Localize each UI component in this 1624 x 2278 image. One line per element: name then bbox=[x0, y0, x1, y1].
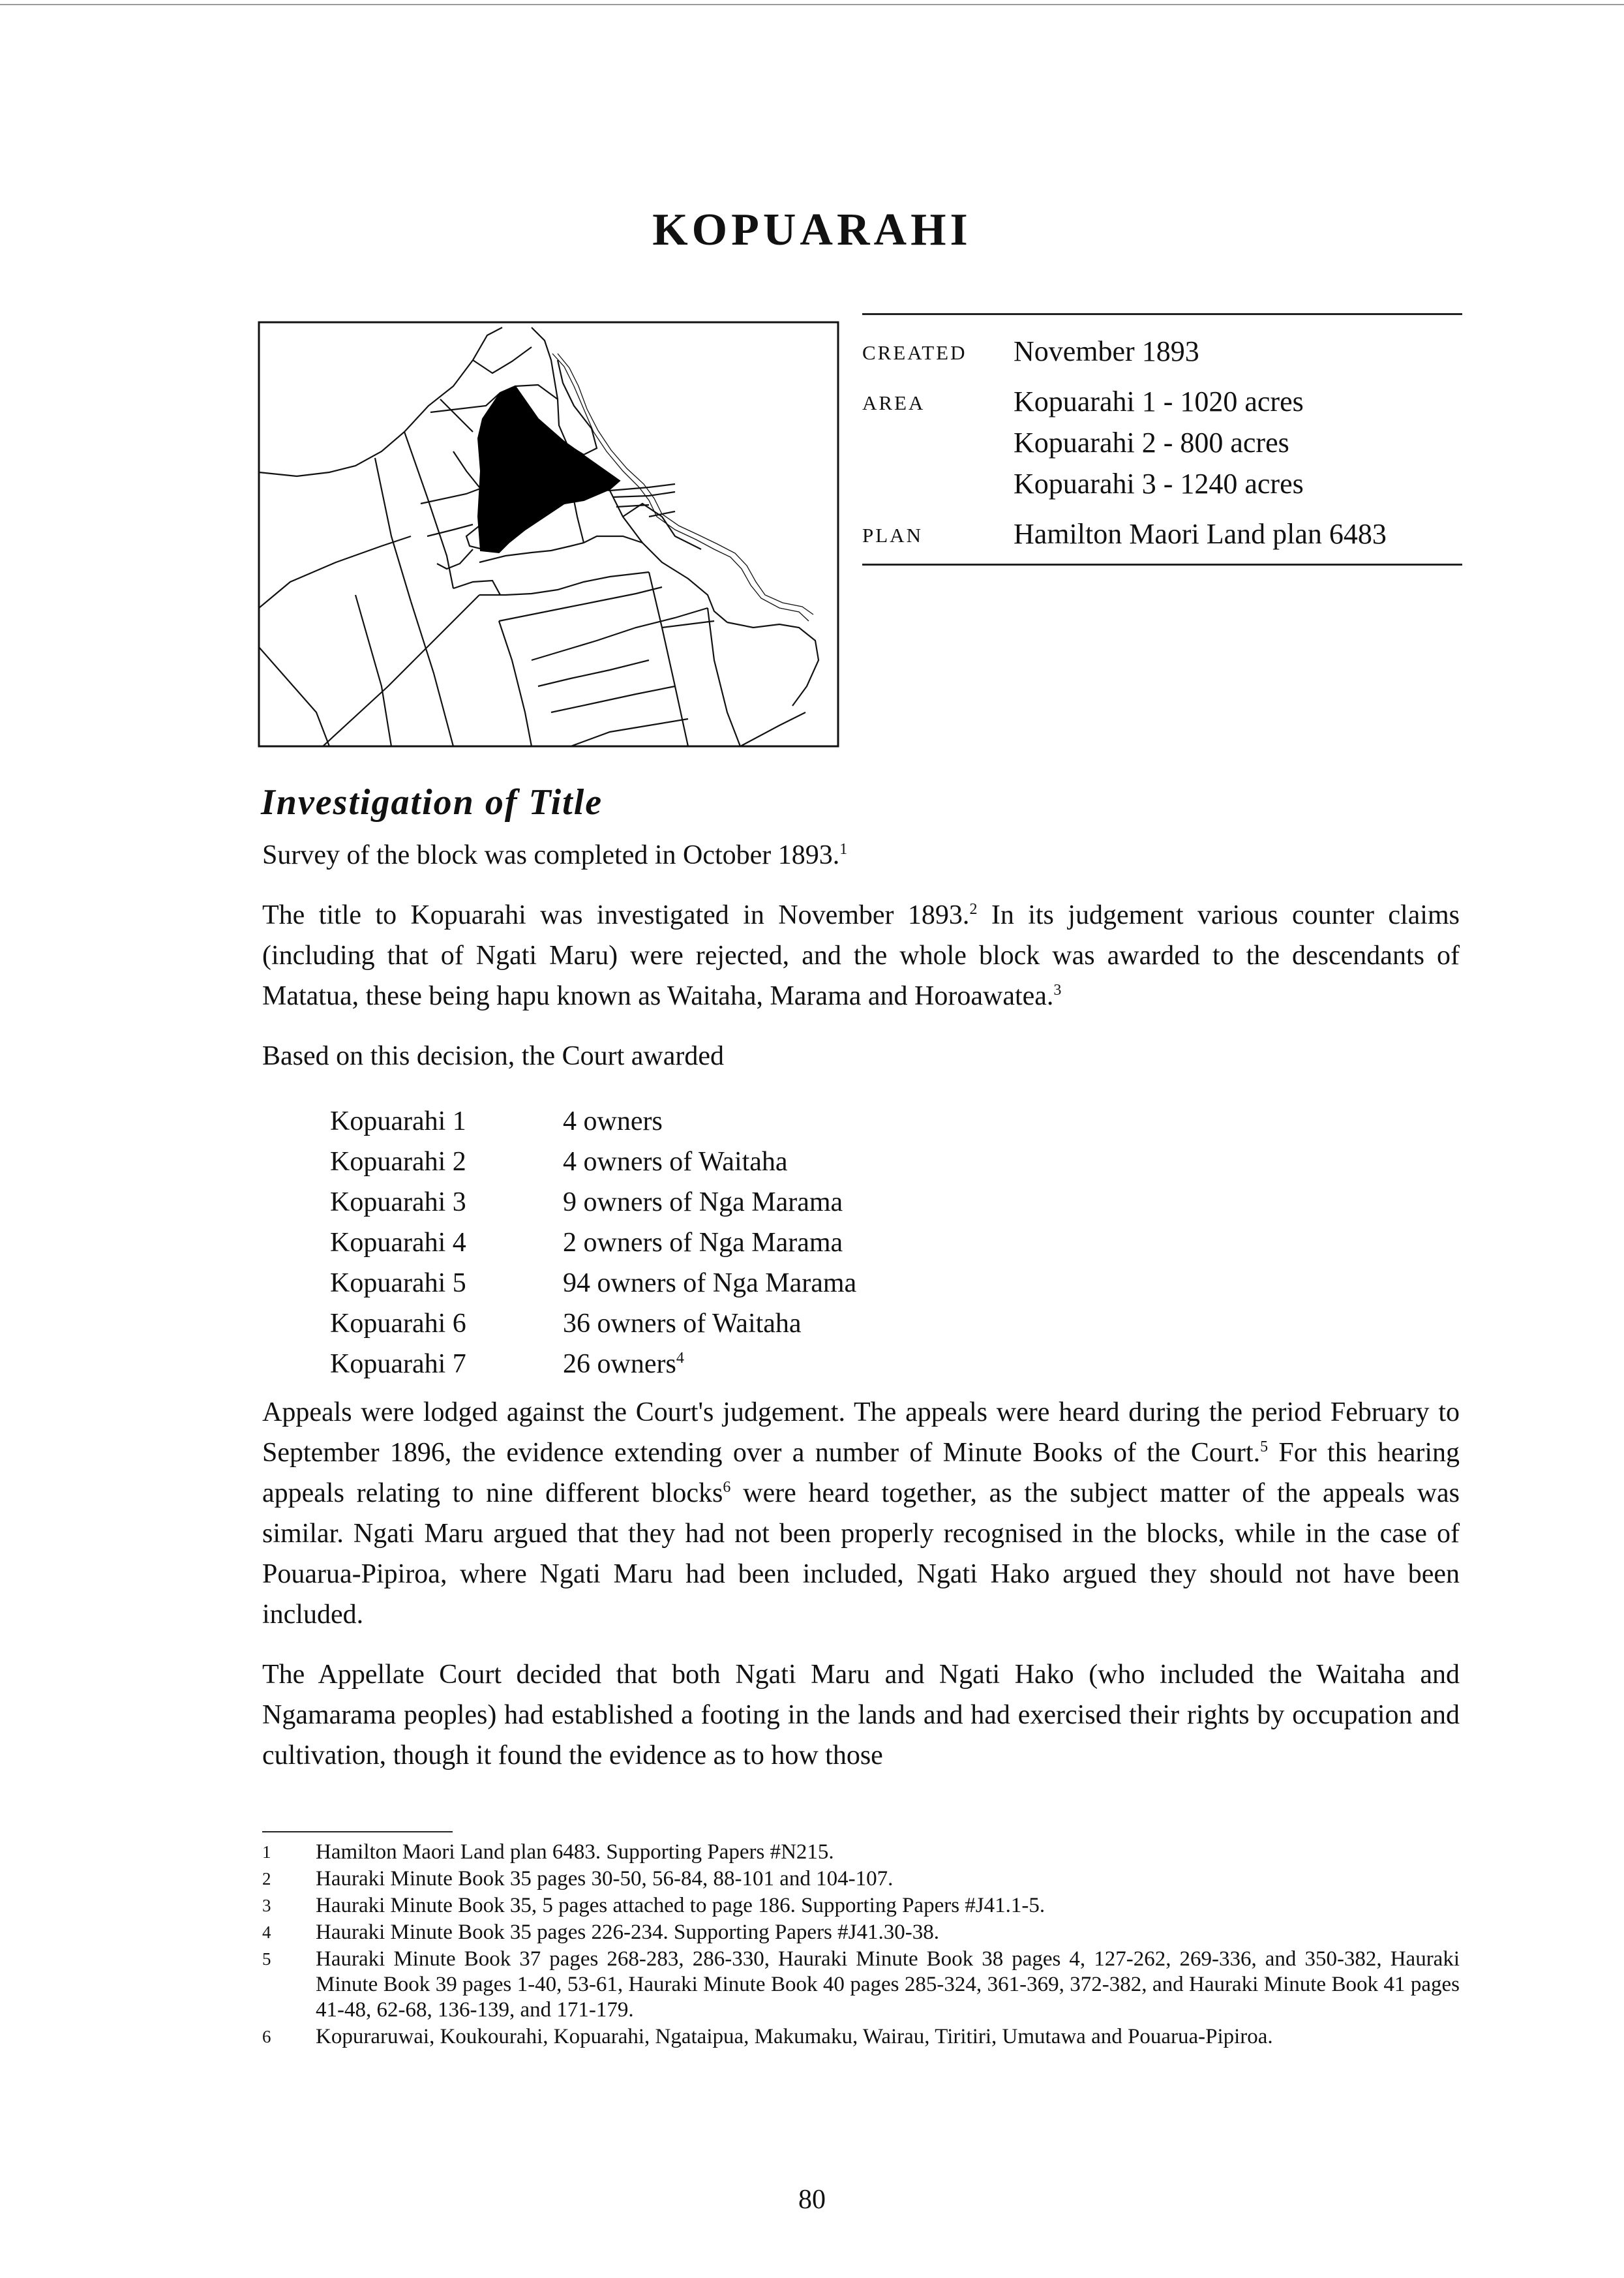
paragraph-investigation-text-a: The title to Kopuarahi was investigated in November 1893. bbox=[262, 900, 970, 930]
top-scan-line bbox=[0, 4, 1624, 5]
footnote bbox=[262, 1893, 1460, 1919]
paragraph-survey-text: Survey of the block was completed in October 1893. bbox=[262, 840, 840, 870]
footnote-ref-6: 6 bbox=[723, 1479, 731, 1496]
footnote-text: Kopuraruwai, Koukourahi, Kopuarahi, Ngataipua, Makumaku, Wairau, Tiritiri, Umutawa and Pouarua-Pipiroa. bbox=[316, 2025, 1273, 2048]
plan-value: Hamilton Maori Land plan 6483 bbox=[1014, 518, 1387, 550]
footnote-number: 2 bbox=[262, 1869, 271, 1889]
area-value-2: Kopuarahi 2 - 800 acres bbox=[1014, 427, 1289, 459]
award-owners: 9 owners of Nga Marama bbox=[563, 1187, 843, 1217]
footnote-number: 1 bbox=[262, 1842, 271, 1862]
footnote bbox=[262, 1947, 1460, 2023]
footnote-number: 4 bbox=[262, 1922, 271, 1942]
award-block-name: Kopuarahi 4 bbox=[330, 1228, 466, 1258]
area-label: AREA bbox=[862, 391, 925, 414]
footnote-ref-1: 1 bbox=[839, 841, 848, 858]
footnote bbox=[262, 2024, 1460, 2050]
award-row bbox=[330, 1344, 856, 1384]
award-row bbox=[330, 1101, 856, 1142]
footnote-number: 3 bbox=[262, 1896, 271, 1915]
award-block-name: Kopuarahi 1 bbox=[330, 1106, 466, 1136]
paragraph-appellate-court: The Appellate Court decided that both Ngati Maru and Ngati Hako (who included the Waitaha and Ngamarama peoples) had established a footing in the lands and had exercised their rights by occupation and cultivation, though it found the evidence as to how those bbox=[262, 1660, 1460, 1770]
awards-list bbox=[330, 1101, 856, 1384]
plan-label: PLAN bbox=[862, 524, 923, 547]
map-frame bbox=[259, 322, 838, 746]
award-row bbox=[330, 1142, 856, 1182]
award-row bbox=[330, 1182, 856, 1223]
info-row-area bbox=[862, 381, 1462, 504]
award-block-name: Kopuarahi 7 bbox=[330, 1349, 466, 1379]
page-title: KOPUARAHI bbox=[652, 205, 972, 255]
footnote-ref-5: 5 bbox=[1260, 1438, 1269, 1455]
paragraph-appeals-text-b: For this hearing appeals relating to nine different blocks bbox=[262, 1438, 1460, 1508]
footnote-separator bbox=[262, 1831, 453, 1832]
area-value-1: Kopuarahi 1 - 1020 acres bbox=[1014, 386, 1304, 418]
area-value-3: Kopuarahi 3 - 1240 acres bbox=[1014, 468, 1304, 500]
award-block-name: Kopuarahi 6 bbox=[330, 1309, 466, 1339]
info-top-rule bbox=[862, 313, 1462, 315]
footnote bbox=[262, 1866, 1460, 1892]
award-row bbox=[330, 1303, 856, 1344]
paragraph-appeals-text-c: were heard together, as the subject matter of the appeals was similar. Ngati Maru argued that they had not been properly recognised in the blocks, while in the case of Pouarua-Pipiroa, where Ngati Maru had been included, Ngati Hako argued they should not have been included. bbox=[262, 1478, 1460, 1630]
footnote-text: Hauraki Minute Book 35, 5 pages attached to page 186. Supporting Papers #J41.1-5. bbox=[316, 1894, 1045, 1917]
info-bottom-rule bbox=[862, 564, 1462, 566]
paragraph-court-awarded: Based on this decision, the Court awarded bbox=[262, 1041, 725, 1071]
award-owners: 36 owners of Waitaha bbox=[563, 1309, 802, 1339]
footnote-text: Hauraki Minute Book 35 pages 30-50, 56-84, 88-101 and 104-107. bbox=[316, 1867, 894, 1891]
footnote-number: 6 bbox=[262, 2027, 271, 2046]
footnote-ref-2: 2 bbox=[969, 901, 978, 918]
footnotes bbox=[262, 1840, 1460, 2051]
footnote-text: Hauraki Minute Book 35 pages 226-234. Supporting Papers #J41.30-38. bbox=[316, 1921, 939, 1944]
section-heading: Investigation of Title bbox=[261, 782, 603, 823]
award-owners bbox=[563, 1344, 684, 1384]
footnote bbox=[262, 1920, 1460, 1945]
award-owners: 2 owners of Nga Marama bbox=[563, 1228, 843, 1258]
page-number: 80 bbox=[798, 2185, 826, 2215]
award-block-name: Kopuarahi 5 bbox=[330, 1268, 466, 1298]
award-block-name: Kopuarahi 3 bbox=[330, 1187, 466, 1217]
info-row-created bbox=[862, 331, 1462, 372]
footnote-ref-4: 4 bbox=[676, 1350, 684, 1367]
footnote-text: Hamilton Maori Land plan 6483. Supporting Papers #N215. bbox=[316, 1840, 834, 1864]
block-location-map bbox=[258, 321, 839, 748]
paragraph-survey bbox=[262, 835, 1460, 875]
footnote-ref-3: 3 bbox=[1053, 982, 1062, 999]
footnote bbox=[262, 1840, 1460, 1865]
block-info-panel bbox=[862, 313, 1462, 566]
footnote-number: 5 bbox=[262, 1949, 271, 1969]
footnote-text: Hauraki Minute Book 37 pages 268-283, 286-330, Hauraki Minute Book 38 pages 4, 127-262, 269-336, and 350-382, Hauraki Minute Book 39 pages 1-40, 53-61, Hauraki Minute Book 40 pages 285-324, 361-369, 372-382, and Hauraki Minute Book 41 pages 41-48, 62-68, 136-139, and 171-179. bbox=[316, 1947, 1460, 2022]
award-block-name: Kopuarahi 2 bbox=[330, 1147, 466, 1177]
paragraph-investigation-text-b: In its judgement various counter claims (including that of Ngati Maru) were rejected, and the whole block was awarded to the descendants of Matatua, these being hapu known as Waitaha, Marama and Horoawatea. bbox=[262, 900, 1460, 1011]
award-owners: 4 owners of Waitaha bbox=[563, 1147, 788, 1177]
paragraph-appeals-text-a: Appeals were lodged against the Court's judgement. The appeals were heard during the period February to September 1896, the evidence extending over a number of Minute Books of the Court. bbox=[262, 1397, 1460, 1468]
award-row bbox=[330, 1263, 856, 1303]
paragraph-title-investigation bbox=[262, 895, 1460, 1016]
award-owners-text: 26 owners bbox=[563, 1349, 676, 1379]
paragraph-appeals bbox=[262, 1392, 1460, 1635]
info-row-plan bbox=[862, 513, 1462, 554]
award-owners: 94 owners of Nga Marama bbox=[563, 1268, 857, 1298]
created-value: November 1893 bbox=[1014, 335, 1199, 367]
created-label: CREATED bbox=[862, 341, 967, 364]
award-row bbox=[330, 1223, 856, 1263]
award-owners: 4 owners bbox=[563, 1106, 663, 1136]
